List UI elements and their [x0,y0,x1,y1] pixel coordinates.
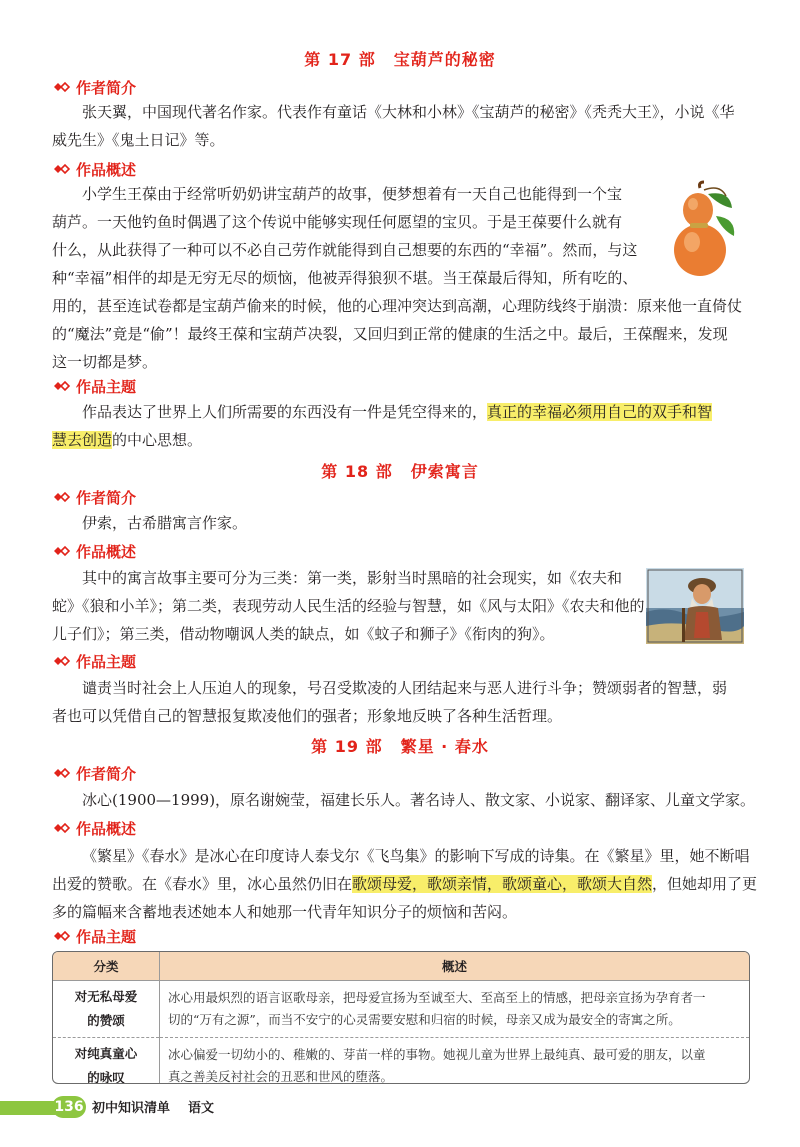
theme-table [52,951,750,1084]
part-18-overview-heading: 作品概述 [52,540,136,562]
diamond-bullet-icon [52,490,72,504]
diamond-bullet-icon [52,766,72,780]
part-17-author-text: 张天翼，中国现代著名作家。代表作有童话《大林和小林》《宝葫芦的秘密》《秃秃大王》，小说《华 威先生》《鬼土日记》等。 [52,103,735,149]
highlight: 真正的幸福必须用自己的双手和智 [487,403,713,421]
page-number: 136 [52,1096,86,1118]
part-17-title: 第 17 部 宝葫芦的秘密 [304,50,496,69]
part-18-overview-text: 其中的寓言故事主要可分为三类：第一类，影射当时黑暗的社会现实，如《农夫和 蛇》《狼和小羊》；第二类，表现劳动人民生活的经验与智慧，如《风与太阳》《农夫和他的 儿子们》；第三类，借动物嘲讽人类的缺点，如《蚊子和狮子》《衔肉的狗》。 [52,569,645,643]
diamond-bullet-icon [52,821,72,835]
part-19-author-heading: 作者简介 [52,762,136,784]
gourd-illustration [660,180,740,280]
table-row [53,981,749,1038]
part-17-overview-text: 小学生王葆由于经常听奶奶讲宝葫芦的故事，便梦想着有一天自己也能得到一个宝 葫芦。一天他钓鱼时偶遇了这个传说中能够实现任何愿望的宝贝。于是王葆要什么就有 什么，从此获得了一种可以不必自己劳作就能得到自己想要的东西的“幸福”。然而，与这 种“幸福”相伴的却是无穷无尽的烦恼，他被弄得狼狈不堪。当王葆最后得知，所有吃的、 用的，甚至连试卷都是宝葫芦偷来的时候，他的心理冲突达到高潮，心理防线终于崩溃：原来他一直倚仗 的“魔法”竟是“偷”！最终王葆和宝葫芦决裂，又回归到正常的健康的生活之中。最后，王葆醒来，发现 这一切都是梦。 [52,185,743,371]
part-19-overview-text: 《繁星》《春水》是冰心在印度诗人泰戈尔《飞鸟集》的影响下写成的诗集。在《繁星》里，她不断唱 出爱的赞歌。在《春水》里，冰心虽然仍旧在歌颂母爱，歌颂亲情，歌颂童心，歌颂大自然，但她却用了更 多的篇幅来含蓄地表述她本人和她那一代青年知识分子的烦恼和苦闷。 [52,847,758,921]
part-17-theme-text: 作品表达了世界上人们所需要的东西没有一件是凭空得来的，真正的幸福必须用自己的双手和智 慧去创造的中心思想。 [52,403,713,449]
table-cell-category: 对无私母爱 的赞颂 [53,981,160,1038]
part-17-overview-heading: 作品概述 [52,158,136,180]
part-18-theme-heading: 作品主题 [52,650,136,672]
part-18-theme-text: 谴责当时社会上人压迫人的现象，号召受欺凌的人团结起来与恶人进行斗争；赞颂弱者的智慧，弱 者也可以凭借自己的智慧报复欺凌他们的强者；形象地反映了各种生活哲理。 [52,679,728,725]
subject-label: 语文 [188,1101,215,1116]
diamond-bullet-icon [52,544,72,558]
part-19-title: 第 19 部 繁星 · 春水 [311,737,489,756]
highlight: 慧去创造 [52,431,113,449]
diamond-bullet-icon [52,379,72,393]
table-row [53,1038,749,1085]
highlight: 歌颂母爱，歌颂亲情，歌颂童心，歌颂大自然 [352,875,653,893]
diamond-bullet-icon [52,162,72,176]
part-17-author-heading: 作者简介 [52,76,136,98]
part-19-overview-heading: 作品概述 [52,817,136,839]
diamond-bullet-icon [52,80,72,94]
page-footer [0,1093,800,1123]
diamond-bullet-icon [52,654,72,668]
table-cell-category: 对纯真童心 的咏叹 [53,1038,160,1085]
part-18-title: 第 18 部 伊索寓言 [321,462,479,481]
part-19-theme-heading: 作品主题 [52,925,136,947]
table-header-category: 分类 [53,952,160,981]
part-17-theme-heading: 作品主题 [52,375,136,397]
table-cell-summary: 冰心用最炽烈的语言讴歌母亲，把母爱宣扬为至诚至大、至高至上的情感，把母亲宣扬为孕育者一 切的“万有之源”，而当不安宁的心灵需要安慰和归宿的时候，母亲又成为最安全的寄寓之所。 [160,981,750,1038]
diamond-bullet-icon [52,929,72,943]
aesop-illustration [646,568,744,644]
part-19-author-text: 冰心(1900—1999)，原名谢婉莹，福建长乐人。著名诗人、散文家、小说家、翻译家、儿童文学家。 [82,791,756,809]
book-title: 初中知识清单 [92,1101,171,1116]
table-header-summary: 概述 [160,952,750,981]
part-18-author-heading: 作者简介 [52,486,136,508]
table-cell-summary: 冰心偏爱一切幼小的、稚嫩的、芽苗一样的事物。她视儿童为世界上最纯真、最可爱的朋友，以童 真之善美反衬社会的丑恶和世风的堕落。 [168,1047,706,1084]
part-18-author-text: 伊索，古希腊寓言作家。 [82,514,248,532]
